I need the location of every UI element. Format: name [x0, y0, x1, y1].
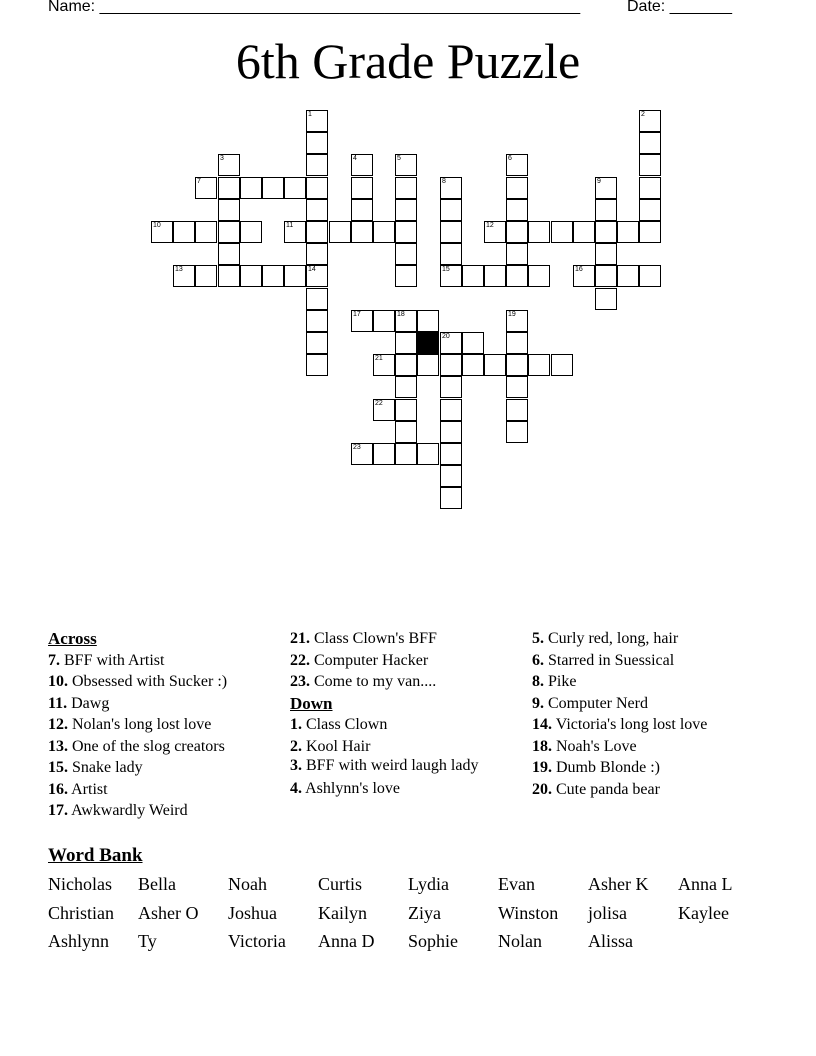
crossword-cell[interactable]: [484, 265, 506, 287]
word-bank-item: Asher K: [588, 874, 649, 894]
crossword-cell[interactable]: [262, 177, 284, 199]
crossword-cell[interactable]: [639, 177, 661, 199]
word-bank-item: Lydia: [408, 874, 449, 894]
word-bank-item: Nolan: [498, 931, 542, 951]
clue-number: 16: [575, 266, 583, 273]
crossword-cell[interactable]: [551, 354, 573, 376]
crossword-cell[interactable]: [351, 199, 373, 221]
crossword-cell[interactable]: [306, 132, 328, 154]
crossword-cell[interactable]: [595, 288, 617, 310]
across-clue: 23. Come to my van....: [290, 673, 437, 690]
crossword-cell[interactable]: [373, 310, 395, 332]
word-bank-item: Winston: [498, 902, 559, 923]
word-bank-item: Kaylee: [678, 902, 729, 923]
word-bank-item: Nicholas: [48, 874, 112, 894]
crossword-cell[interactable]: [573, 221, 595, 243]
word-bank-item: Bella: [138, 874, 176, 894]
crossword-cell[interactable]: [195, 265, 217, 287]
word-bank-item: Sophie: [408, 931, 459, 951]
across-clue: 22. Computer Hacker: [290, 651, 429, 669]
crossword-cell[interactable]: [218, 177, 240, 199]
crossword-cell[interactable]: [306, 177, 328, 199]
crossword-cell[interactable]: [373, 354, 395, 376]
down-heading: Down: [290, 693, 333, 713]
crossword-black-cell: [417, 332, 439, 354]
crossword-cell[interactable]: [395, 332, 417, 354]
down-clue: 8. Pike: [532, 673, 577, 690]
crossword-cell[interactable]: [240, 177, 262, 199]
crossword-cell[interactable]: [440, 332, 462, 354]
word-bank-item: Asher O: [138, 902, 199, 923]
crossword-cell[interactable]: [373, 399, 395, 421]
clue-number: 23: [353, 444, 361, 451]
word-bank-item: Alissa: [588, 931, 633, 951]
crossword-cell[interactable]: [528, 354, 550, 376]
crossword-cell[interactable]: [373, 221, 395, 243]
clue-number: 14: [308, 266, 316, 273]
crossword-cell[interactable]: [306, 354, 328, 376]
word-bank-item: Joshua: [228, 902, 277, 923]
clue-number: 18: [397, 311, 405, 318]
crossword-cell[interactable]: [306, 110, 328, 132]
crossword-cell[interactable]: [440, 421, 462, 443]
crossword-cell[interactable]: [395, 221, 417, 243]
crossword-cell[interactable]: [440, 243, 462, 265]
crossword-cell[interactable]: [440, 399, 462, 421]
crossword-cell[interactable]: [218, 199, 240, 221]
down-clue: 5. Curly red, long, hair: [532, 630, 679, 647]
crossword-cell[interactable]: [639, 154, 661, 176]
crossword-cell[interactable]: [484, 354, 506, 376]
down-clue: 2. Kool Hair: [290, 737, 371, 755]
word-bank-item: Kailyn: [318, 902, 367, 923]
crossword-cell[interactable]: [639, 221, 661, 243]
down-clue: 20. Cute panda bear: [532, 780, 660, 798]
crossword-cell[interactable]: [218, 265, 240, 287]
crossword-cell[interactable]: [284, 221, 306, 243]
across-clue: 11. Dawg: [48, 694, 110, 712]
clue-number: 6: [508, 155, 512, 162]
crossword-cell[interactable]: [351, 310, 373, 332]
down-clue: 18. Noah's Love: [532, 737, 637, 755]
down-clue: 1. Class Clown: [290, 716, 388, 733]
clue-number: 13: [175, 266, 183, 273]
word-bank-item: Victoria: [228, 931, 286, 951]
crossword-cell[interactable]: [395, 421, 417, 443]
crossword-cell[interactable]: [351, 221, 373, 243]
clue-column-1: [48, 628, 288, 822]
crossword-cell[interactable]: [506, 399, 528, 421]
word-bank-item: Anna L: [678, 874, 733, 894]
crossword-cell[interactable]: [639, 265, 661, 287]
crossword-cell[interactable]: [506, 376, 528, 398]
clue-number: 7: [197, 178, 201, 185]
clue-number: 22: [375, 400, 383, 407]
down-clue: 9. Computer Nerd: [532, 694, 648, 712]
down-clue: 14. Victoria's long lost love: [532, 716, 708, 733]
word-bank-item: Christian: [48, 902, 114, 923]
crossword-cell[interactable]: [284, 265, 306, 287]
crossword-cell[interactable]: [506, 243, 528, 265]
crossword-cell[interactable]: [440, 265, 462, 287]
clue-number: 15: [442, 266, 450, 273]
crossword-cell[interactable]: [395, 154, 417, 176]
across-clue: 17. Awkwardly Weird: [48, 802, 188, 819]
across-clue: 21. Class Clown's BFF: [290, 630, 437, 647]
crossword-cell[interactable]: [506, 177, 528, 199]
crossword-cell[interactable]: [506, 221, 528, 243]
crossword-cell[interactable]: [639, 199, 661, 221]
clue-number: 4: [353, 155, 357, 162]
crossword-cell[interactable]: [195, 177, 217, 199]
crossword-cell[interactable]: [595, 199, 617, 221]
crossword-cell[interactable]: [306, 221, 328, 243]
date-field-label: Date: _______: [627, 0, 732, 15]
across-clue: 10. Obsessed with Sucker :): [48, 673, 228, 690]
crossword-cell[interactable]: [528, 221, 550, 243]
crossword-cell[interactable]: [306, 310, 328, 332]
word-bank-item: Noah: [228, 874, 267, 894]
word-bank-item: Ty: [138, 931, 157, 951]
crossword-cell[interactable]: [306, 265, 328, 287]
word-bank-item: Anna D: [318, 931, 375, 951]
crossword-cell[interactable]: [195, 221, 217, 243]
crossword-cell[interactable]: [617, 221, 639, 243]
crossword-cell[interactable]: [573, 265, 595, 287]
crossword-cell[interactable]: [528, 265, 550, 287]
crossword-cell[interactable]: [306, 332, 328, 354]
crossword-cell[interactable]: [595, 177, 617, 199]
clue-number: 12: [486, 222, 494, 229]
across-clue: 13. One of the slog creators: [48, 737, 225, 755]
word-bank-item: jolisa: [588, 902, 627, 923]
crossword-cell[interactable]: [417, 354, 439, 376]
crossword-cell[interactable]: [506, 199, 528, 221]
clue-number: 2: [641, 111, 645, 118]
crossword-cell[interactable]: [440, 487, 462, 509]
crossword-cell[interactable]: [617, 265, 639, 287]
crossword-cell[interactable]: [395, 443, 417, 465]
crossword-cell[interactable]: [484, 221, 506, 243]
crossword-cell[interactable]: [440, 354, 462, 376]
crossword-cell[interactable]: [351, 154, 373, 176]
word-bank-item: Ashlynn: [48, 931, 110, 951]
clue-number: 10: [153, 222, 161, 229]
crossword-cell[interactable]: [395, 177, 417, 199]
clue-number: 21: [375, 355, 383, 362]
down-clue: 19. Dumb Blonde :): [532, 759, 660, 776]
crossword-cell[interactable]: [306, 243, 328, 265]
clue-number: 9: [597, 178, 601, 185]
crossword-cell[interactable]: [306, 288, 328, 310]
clue-number: 19: [508, 311, 516, 318]
crossword-cell[interactable]: [373, 443, 395, 465]
crossword-cell[interactable]: [506, 265, 528, 287]
across-clue: 15. Snake lady: [48, 759, 143, 776]
across-clue: 7. BFF with Artist: [48, 651, 165, 669]
down-clue: 6. Starred in Suessical: [532, 651, 675, 669]
clue-column-3: [532, 628, 772, 800]
crossword-cell[interactable]: [440, 443, 462, 465]
word-bank-item: Ziya: [408, 902, 441, 923]
crossword-cell[interactable]: [595, 221, 617, 243]
crossword-cell[interactable]: [395, 265, 417, 287]
crossword-cell[interactable]: [240, 221, 262, 243]
crossword-cell[interactable]: [218, 154, 240, 176]
crossword-cell[interactable]: [595, 265, 617, 287]
crossword-cell[interactable]: [462, 332, 484, 354]
clue-number: 5: [397, 155, 401, 162]
word-bank: [48, 874, 768, 960]
crossword-cell[interactable]: [639, 132, 661, 154]
clue-column-2: [290, 628, 530, 800]
crossword-cell[interactable]: [395, 376, 417, 398]
clue-number: 1: [308, 111, 312, 118]
crossword-cell[interactable]: [595, 243, 617, 265]
clue-number: 3: [220, 155, 224, 162]
crossword-cell[interactable]: [551, 221, 573, 243]
crossword-cell[interactable]: [462, 354, 484, 376]
crossword-cell[interactable]: [351, 443, 373, 465]
crossword-cell[interactable]: [329, 221, 351, 243]
down-clue: 4. Ashlynn's love: [290, 780, 401, 797]
crossword-cell[interactable]: [440, 376, 462, 398]
crossword-cell[interactable]: [395, 199, 417, 221]
crossword-cell[interactable]: [440, 465, 462, 487]
crossword-cell[interactable]: [506, 421, 528, 443]
crossword-cell[interactable]: [417, 310, 439, 332]
crossword-cell[interactable]: [151, 221, 173, 243]
across-heading: Across: [48, 629, 97, 648]
crossword-cell[interactable]: [506, 332, 528, 354]
crossword-cell[interactable]: [240, 265, 262, 287]
crossword-cell[interactable]: [306, 154, 328, 176]
clue-number: 11: [286, 222, 294, 229]
crossword-cell[interactable]: [506, 310, 528, 332]
page-title: 6th Grade Puzzle: [235, 33, 581, 89]
crossword-cell[interactable]: [284, 177, 306, 199]
crossword-cell[interactable]: [173, 265, 195, 287]
word-bank-item: Evan: [498, 874, 535, 894]
crossword-cell[interactable]: [506, 354, 528, 376]
crossword-cell[interactable]: [395, 243, 417, 265]
across-clue: 12. Nolan's long lost love: [48, 716, 212, 733]
name-field-label: Name: ______________________________________________________: [48, 0, 581, 15]
crossword-cell[interactable]: [440, 199, 462, 221]
crossword-cell[interactable]: [506, 154, 528, 176]
word-bank-item: Curtis: [318, 874, 363, 894]
crossword-cell[interactable]: [440, 221, 462, 243]
crossword-cell[interactable]: [351, 177, 373, 199]
down-clue: 3. BFF with weird laugh lady: [290, 757, 479, 774]
clue-number: 8: [442, 178, 446, 185]
word-bank-heading: Word Bank: [48, 845, 143, 866]
crossword-cell[interactable]: [440, 177, 462, 199]
crossword-cell[interactable]: [462, 265, 484, 287]
crossword-cell[interactable]: [218, 243, 240, 265]
across-clue: 16. Artist: [48, 780, 108, 798]
crossword-cell[interactable]: [417, 443, 439, 465]
clue-number: 20: [442, 333, 450, 340]
crossword-cell[interactable]: [173, 221, 195, 243]
crossword-cell[interactable]: [306, 199, 328, 221]
crossword-cell[interactable]: [395, 399, 417, 421]
crossword-cell[interactable]: [395, 310, 417, 332]
crossword-cell[interactable]: [395, 354, 417, 376]
clue-number: 17: [353, 311, 361, 318]
crossword-cell[interactable]: [639, 110, 661, 132]
crossword-cell[interactable]: [262, 265, 284, 287]
crossword-cell[interactable]: [218, 221, 240, 243]
